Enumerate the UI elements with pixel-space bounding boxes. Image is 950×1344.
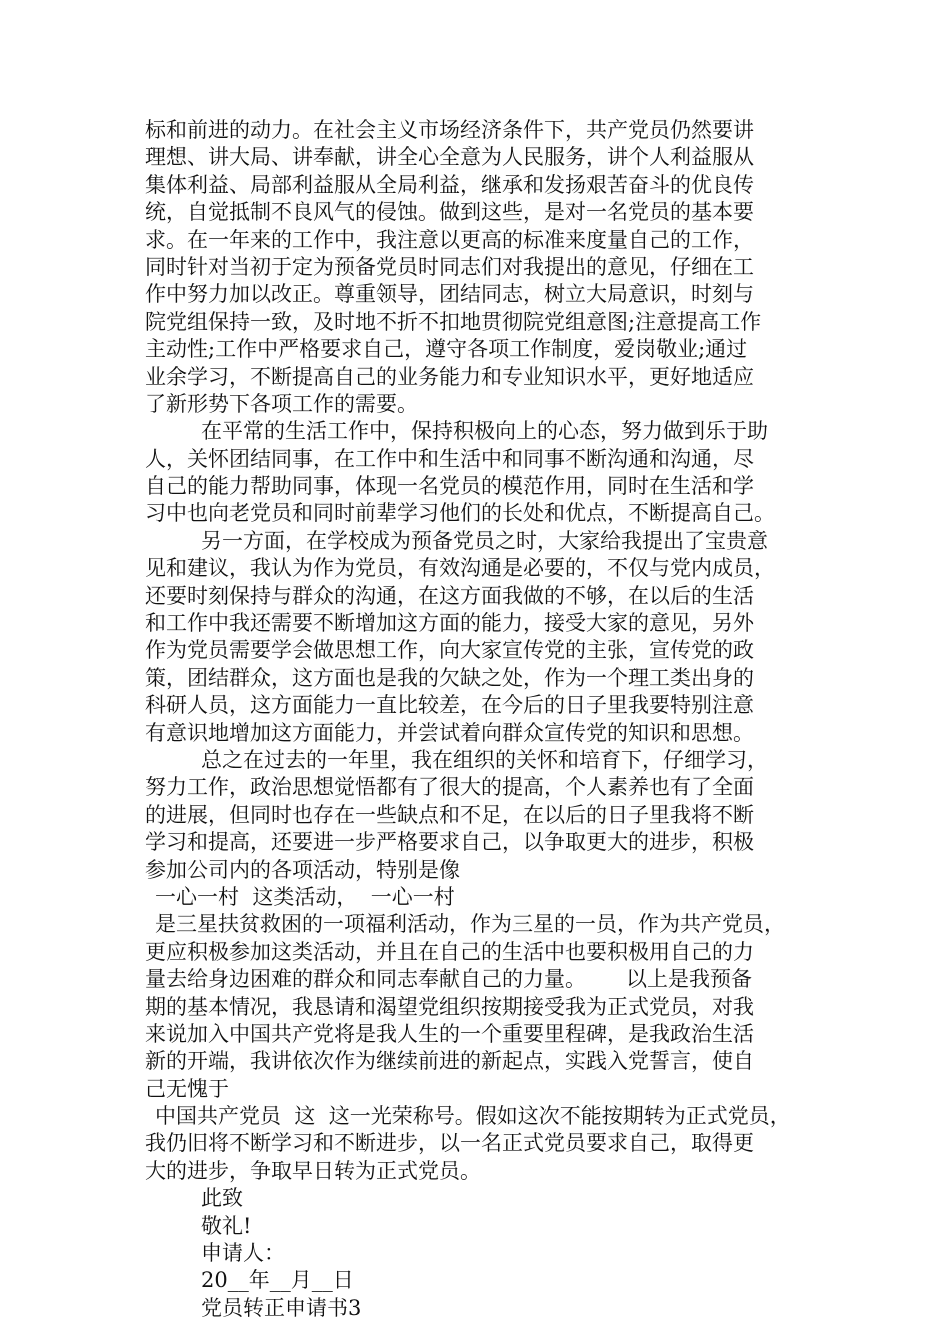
text-line: 求。在一年来的工作中，我注意以更高的标准来度量自己的工作， xyxy=(145,227,754,252)
text-line: 策，团结群众，这方面也是我的欠缺之处，作为一个理工类出身的 xyxy=(145,665,754,690)
text-line: 的进展，但同时也存在一些缺点和不足，在以后的日子里我将不断 xyxy=(145,802,754,827)
paragraph-2 xyxy=(145,418,810,528)
applicant-label: 申请人： xyxy=(201,1241,285,1266)
text-line: 院党组保持一致，及时地不折不扣地贯彻院党组意图;注意提高工作 xyxy=(145,309,762,334)
text-line: 有意识地增加这方面能力，并尝试着向群众宣传党的知识和思想。 xyxy=(145,720,754,745)
text-line: 在平常的生活工作中，保持积极向上的心态，努力做到乐于助 xyxy=(201,419,768,444)
paragraph-5 xyxy=(145,884,810,911)
text-line: 人，关怀团结同事，在工作中和生活中和同事不断沟通和沟通，尽 xyxy=(145,446,754,471)
paragraph-7 xyxy=(145,1103,810,1185)
paragraph-6 xyxy=(145,911,810,1103)
text-line: 自己的能力帮助同事，体现一名党员的模范作用，同时在生活和学 xyxy=(145,474,754,499)
text-line: 理想、讲大局、讲奉献，讲全心全意为人民服务，讲个人利益服从 xyxy=(145,145,754,170)
text-line: 参加公司内的各项活动，特别是像 xyxy=(145,857,460,882)
text-line: 统，自觉抵制不良风气的侵蚀。做到这些，是对一名党员的基本要 xyxy=(145,200,754,225)
text-line: 总之在过去的一年里，我在组织的关怀和培育下，仔细学习， xyxy=(201,747,768,772)
paragraph-1 xyxy=(145,117,810,418)
text-line: 另一方面，在学校成为预备党员之时，大家给我提出了宝贵意 xyxy=(201,528,768,553)
text-line: 期的基本情况，我恳请和渴望党组织按期接受我为正式党员，对我 xyxy=(145,994,754,1019)
text-line: 科研人员，这方面能力一直比较差，在今后的日子里我要特别注意 xyxy=(145,693,754,718)
text-line: 同时针对当初于定为预备党员时同志们对我提出的意见，仔细在工 xyxy=(145,254,754,279)
text-line: 学习和提高，还要进一步严格要求自己，以争取更大的进步，积极 xyxy=(145,830,754,855)
text-line: 中国共产党员 这 这一光荣称号。假如这次不能按期转为正式党员， xyxy=(155,1104,791,1129)
text-line: 新的开端，我讲依次作为继续前进的新起点，实践入党誓言，使自 xyxy=(145,1049,754,1074)
text-line: 和工作中我还需要不断增加这方面的能力，接受大家的意见，另外 xyxy=(145,611,754,636)
text-line: 量去给身边困难的群众和同志奉献自己的力量。 以上是我预备 xyxy=(145,967,753,992)
paragraph-4 xyxy=(145,747,810,884)
next-document-title: 党员转正申请书3 xyxy=(201,1295,362,1320)
text-line: 我仍旧将不断学习和不断进步，以一名正式党员要求自己，取得更 xyxy=(145,1131,754,1156)
text-line: 努力工作，政治思想觉悟都有了很大的提高，个人素养也有了全面 xyxy=(145,775,754,800)
paragraph-3 xyxy=(145,528,810,747)
text-line: 大的进步，争取早日转为正式党员。 xyxy=(145,1158,481,1183)
date-line: 20__年__月__日 xyxy=(201,1268,354,1293)
text-line: 集体利益、局部利益服从全局利益，继承和发扬艰苦奋斗的优良传 xyxy=(145,172,754,197)
text-line: 一心一村 这类活动， 一心一村 xyxy=(155,884,455,909)
text-line: 了新形势下各项工作的需要。 xyxy=(145,391,418,416)
text-line: 作中努力加以改正。尊重领导，团结同志，树立大局意识，时刻与 xyxy=(145,282,754,307)
salutation: 此致 xyxy=(201,1186,243,1211)
text-line: 主动性;工作中严格要求自己，遵守各项工作制度，爱岗敬业;通过 xyxy=(145,337,748,362)
text-line: 己无愧于 xyxy=(145,1076,229,1101)
text-line: 业余学习，不断提高自己的业务能力和专业知识水平，更好地适应 xyxy=(145,364,754,389)
text-line: 习中也向老党员和同时前辈学习他们的长处和优点，不断提高自己。 xyxy=(145,501,775,526)
closing-block xyxy=(145,1185,810,1322)
regards: 敬礼! xyxy=(201,1213,252,1238)
text-line: 是三星扶贫救困的一项福利活动，作为三星的一员，作为共产党员， xyxy=(155,912,785,937)
text-line: 还要时刻保持与群众的沟通，在这方面我做的不够，在以后的生活 xyxy=(145,583,754,608)
text-line: 更应积极参加这类活动，并且在自己的生活中也要积极用自己的力 xyxy=(145,939,754,964)
text-line: 见和建议，我认为作为党员，有效沟通是必要的，不仅与党内成员， xyxy=(145,556,775,581)
text-line: 标和前进的动力。在社会主义市场经济条件下，共产党员仍然要讲 xyxy=(145,118,754,142)
text-line: 来说加入中国共产党将是我人生的一个重要里程碑，是我政治生活 xyxy=(145,1021,754,1046)
text-line: 作为党员需要学会做思想工作，向大家宣传党的主张，宣传党的政 xyxy=(145,638,754,663)
document-page xyxy=(145,117,810,1322)
